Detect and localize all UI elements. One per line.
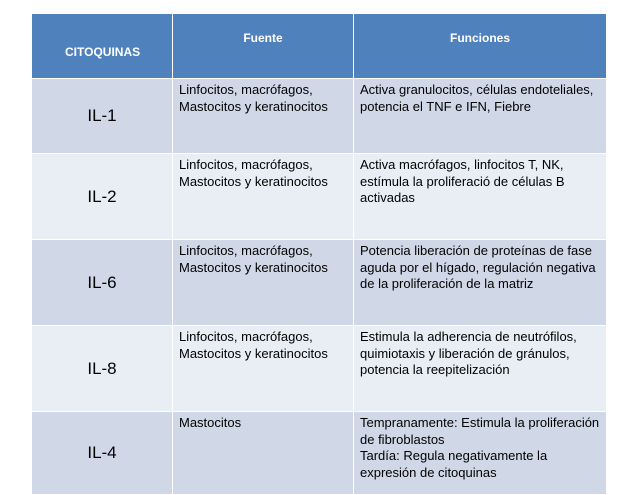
source-cell: Linfocitos, macrófagos, Mastocitos y keratinocitos	[173, 79, 354, 154]
cytokine-name: IL-6	[32, 240, 173, 326]
functions-cell: Potencia liberación de proteínas de fase aguda por el hígado, regulación negativa de la proliferación de la matriz	[354, 240, 607, 326]
functions-cell: Activa granulocitos, células endoteliales, potencia el TNF e IFN, Fiebre	[354, 79, 607, 154]
header-funciones: Funciones	[354, 14, 607, 79]
table-row	[32, 326, 607, 412]
table-row	[32, 79, 607, 154]
functions-cell: Estimula la adherencia de neutrófilos, quimiotaxis y liberación de gránulos, potencia la reepitelización	[354, 326, 607, 412]
source-cell: Linfocitos, macrófagos, Mastocitos y keratinocitos	[173, 240, 354, 326]
table-row	[32, 412, 607, 495]
functions-cell: Tempranamente: Estimula la proliferación de fibroblastos Tardía: Regula negativamente la expresión de citoquinas	[354, 412, 607, 495]
table-row	[32, 240, 607, 326]
header-citoquinas: CITOQUINAS	[32, 14, 173, 79]
source-cell: Mastocitos	[173, 412, 354, 495]
cytokine-name: IL-1	[32, 79, 173, 154]
header-row	[32, 14, 607, 79]
source-cell: Linfocitos, macrófagos, Mastocitos y keratinocitos	[173, 154, 354, 240]
cytokine-name: IL-4	[32, 412, 173, 495]
source-cell: Linfocitos, macrófagos, Mastocitos y keratinocitos	[173, 326, 354, 412]
cytokine-name: IL-2	[32, 154, 173, 240]
cytokine-name: IL-8	[32, 326, 173, 412]
functions-cell: Activa macrófagos, linfocitos T, NK, estímula la proliferació de células B activadas	[354, 154, 607, 240]
header-fuente: Fuente	[173, 14, 354, 79]
table-row	[32, 154, 607, 240]
cytokines-table	[31, 13, 607, 495]
